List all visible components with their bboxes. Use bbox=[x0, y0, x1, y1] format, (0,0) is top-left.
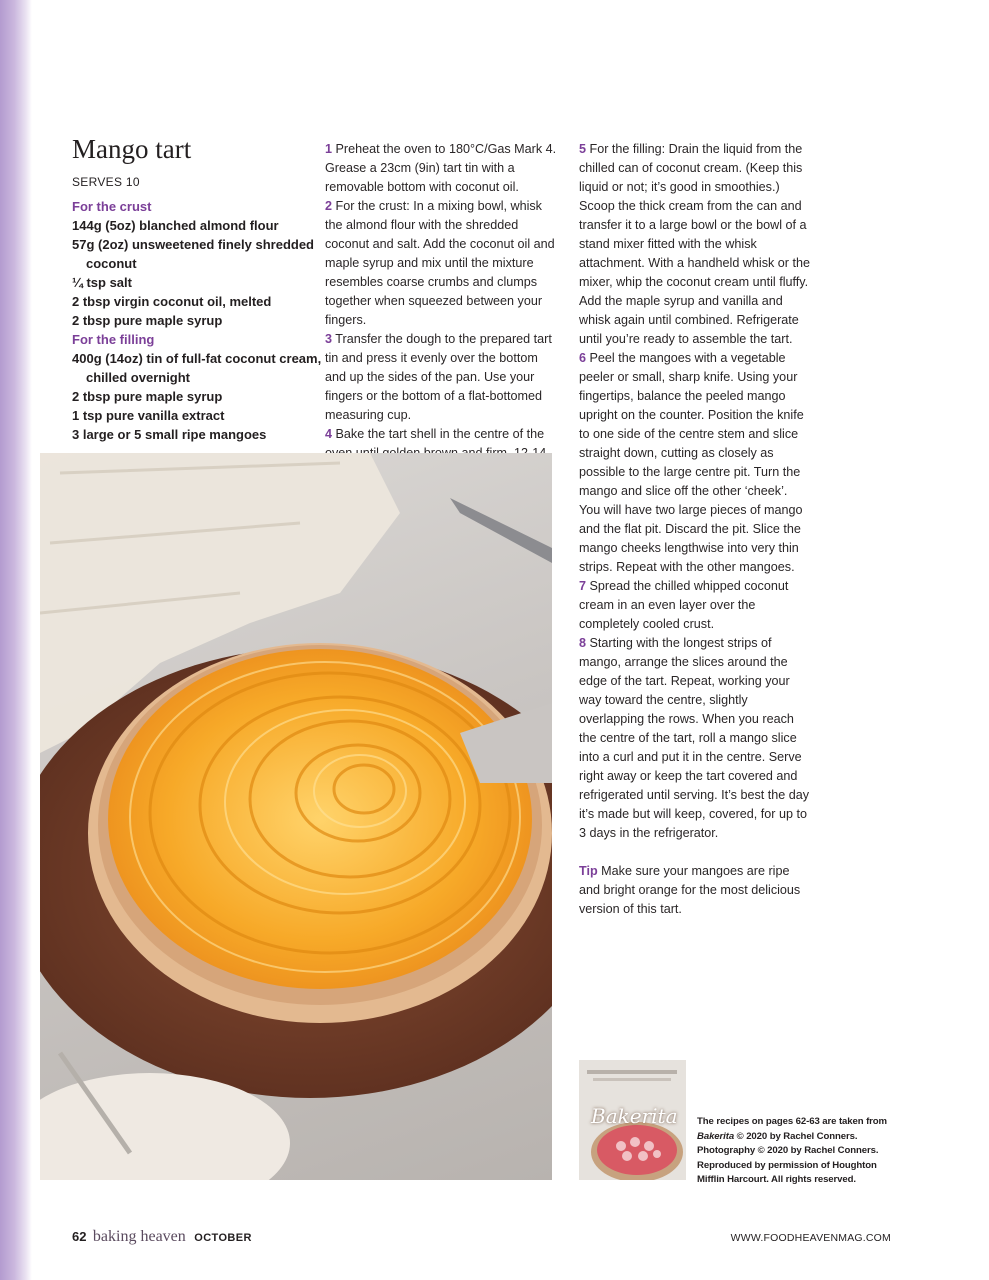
serves-label: SERVES 10 bbox=[72, 175, 140, 189]
method-column-2 bbox=[579, 140, 811, 919]
step-text: For the crust: In a mixing bowl, whisk the almond flour with the shredded coconut and salt. Add the coconut oil and maple syrup and mix until the mixture resembles coarse crumbs and clumps together when squeezed between your fingers. bbox=[325, 199, 555, 327]
ingredient-item: 144g (5oz) blanched almond flour bbox=[72, 218, 279, 233]
page-number: 62 bbox=[72, 1229, 87, 1244]
tip-label: Tip bbox=[579, 864, 598, 878]
step-text: Spread the chilled whipped coconut cream in an even layer over the completely cooled crust. bbox=[579, 579, 789, 631]
ingredient-item: 400g (14oz) tin of full-fat coconut cream, chilled overnight bbox=[72, 351, 322, 385]
footer-folio bbox=[72, 1228, 252, 1246]
step-text: For the filling: Drain the liquid from the chilled can of coconut cream. (Keep this liquid or not; it’s good in smoothies.) Scoop the thick cream from the can and transfer it to a large bowl or the bowl of a stand mixer fitted with the whisk attachment. With a handheld whisk or the mixer, whip the coconut cream until fluffy. Add the maple syrup and vanilla and whisk again until combined. Refrigerate until you’re ready to assemble the tart. bbox=[579, 142, 811, 346]
ingredient-item: 2 tbsp pure maple syrup bbox=[72, 313, 223, 328]
mango-tart-illustration bbox=[40, 453, 552, 1180]
ingredient-item: ¼ tsp salt bbox=[72, 275, 132, 290]
method-step bbox=[325, 140, 557, 197]
ingredients-list bbox=[72, 197, 322, 444]
ingredient-item: 2 tbsp virgin coconut oil, melted bbox=[72, 294, 272, 309]
mango-tart-photo bbox=[40, 453, 552, 1180]
footer-url: WWW.FOODHEAVENMAG.COM bbox=[730, 1232, 891, 1244]
ingredient-item: 3 large or 5 small ripe mangoes bbox=[72, 427, 267, 442]
step-number: 2 bbox=[325, 199, 333, 213]
book-cover-title: Bakerita bbox=[591, 1104, 678, 1128]
tip-box bbox=[579, 862, 811, 919]
ingredient-item: 57g (2oz) unsweetened finely shredded coconut bbox=[72, 237, 314, 271]
method-step bbox=[579, 577, 811, 634]
ingredient-item: 1 tsp pure vanilla extract bbox=[72, 408, 225, 423]
step-text: Preheat the oven to 180°C/Gas Mark 4. Grease a 23cm (9in) tart tin with a removable bottom with coconut oil. bbox=[325, 142, 557, 194]
step-number: 4 bbox=[325, 427, 333, 441]
book-credit bbox=[697, 1115, 897, 1188]
method-step bbox=[579, 140, 811, 349]
tip-text: Make sure your mangoes are ripe and bright orange for the most delicious version of this tart. bbox=[579, 864, 801, 916]
step-number: 3 bbox=[325, 332, 333, 346]
step-text: Transfer the dough to the prepared tart tin and press it evenly over the bottom and up the sides of the pan. Use your fingers or the bottom of a flat-bottomed measuring cup. bbox=[325, 332, 552, 422]
page-spine-gradient bbox=[0, 0, 32, 1280]
crust-heading: For the crust bbox=[72, 199, 152, 214]
magazine-name: baking heaven bbox=[92, 1228, 186, 1245]
step-number: 6 bbox=[579, 351, 587, 365]
issue-month: OCTOBER bbox=[194, 1232, 252, 1244]
method-column-1 bbox=[325, 140, 557, 501]
method-step bbox=[579, 349, 811, 577]
method-step bbox=[325, 197, 557, 330]
step-number: 1 bbox=[325, 142, 333, 156]
method-step bbox=[325, 330, 557, 425]
ingredient-item: 2 tbsp pure maple syrup bbox=[72, 389, 223, 404]
credit-rights: © 2020 by Rachel Conners. Photography © 2020 by Rachel Conners. Reproduced by permission of Houghton Mifflin Harcourt. All rights reserved. bbox=[697, 1130, 879, 1185]
recipe-title: Mango tart bbox=[72, 134, 192, 164]
step-text: Bake the tart shell in the centre of the bbox=[335, 427, 545, 441]
step-number: 5 bbox=[579, 142, 587, 156]
method-step bbox=[579, 634, 811, 843]
credit-book-title: Bakerita bbox=[697, 1130, 735, 1142]
step-number: 7 bbox=[579, 579, 587, 593]
filling-heading: For the filling bbox=[72, 332, 155, 347]
step-number: 8 bbox=[579, 636, 587, 650]
step-text: Starting with the longest strips of mango, arrange the slices around the edge of the tart. Repeat, working your way toward the centre, slightly overlapping the rows. When you reach the centre of the tart, roll a mango slice into a curl and put it in the centre. Serve right away or keep the tart covered and refrigerated until serving. It’s best the day it’s made but will keep, covered, for up to 3 days in the refrigerator. bbox=[579, 636, 810, 840]
book-cover-image bbox=[579, 1060, 686, 1180]
credit-intro: The recipes on pages 62-63 are taken from bbox=[697, 1116, 887, 1127]
step-text: Peel the mangoes with a vegetable peeler or small, sharp knife. Using your fingertips, balance the peeled mango upright on the counter. Position the knife to one side of the centre stem and slice straight down, cutting as closely as possible to the large centre pit. Turn the mango and slice off the other ‘cheek’. You will have two large pieces of mango and the flat pit. Discard the pit. Slice the mango cheeks lengthwise into very thin strips. Repeat with the other mangoes. bbox=[579, 351, 804, 574]
